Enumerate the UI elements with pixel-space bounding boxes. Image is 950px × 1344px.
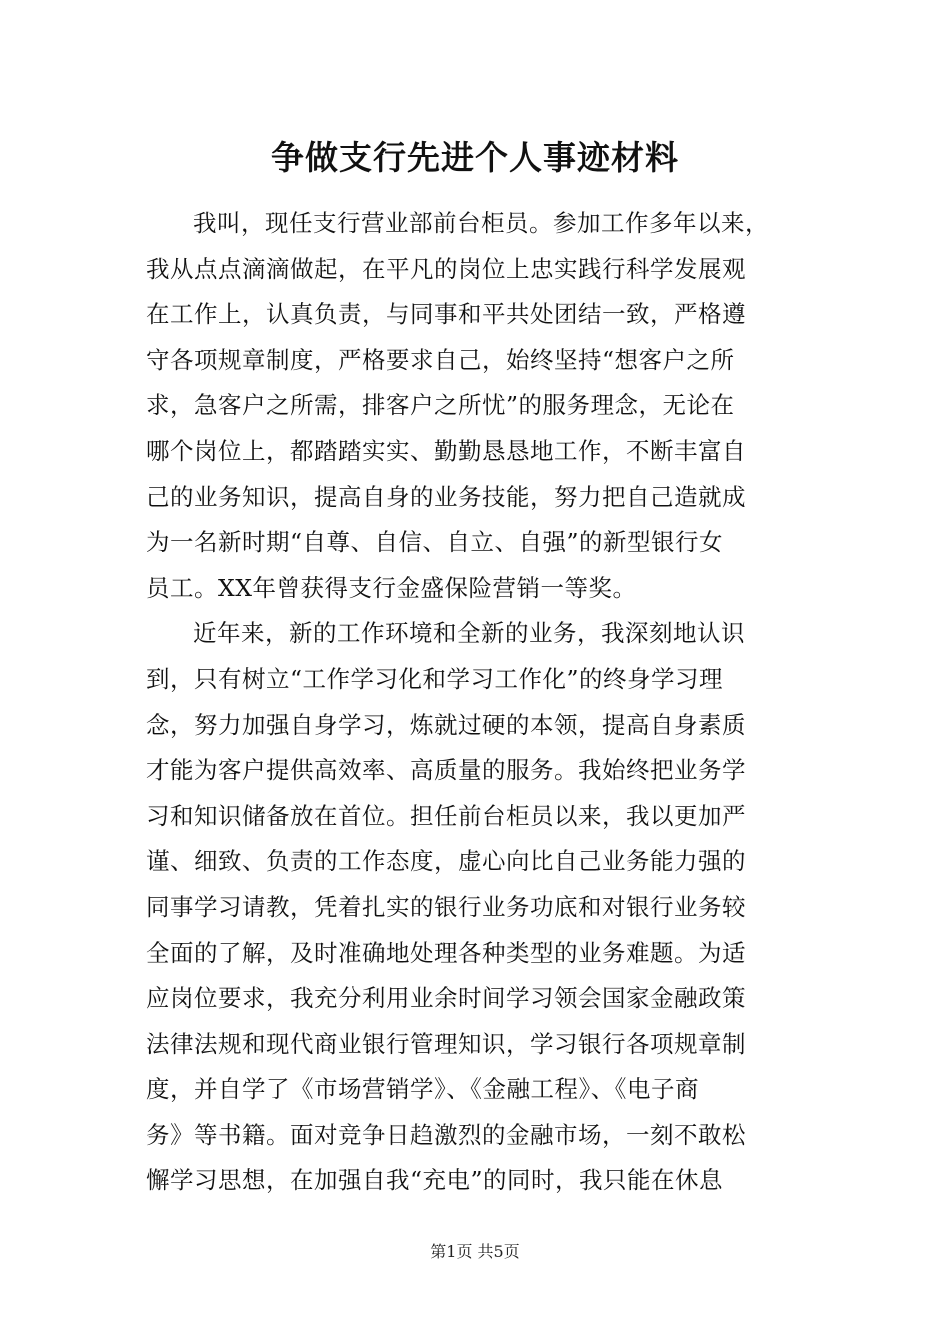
document-title: 争做支行先进个人事迹材料 bbox=[271, 138, 679, 177]
page-footer: 第1页 共5页 bbox=[430, 1242, 520, 1261]
paragraph-1-line-1: 我叫，现任支行营业部前台柜员。参加工作多年以来， bbox=[193, 209, 769, 237]
paragraph-1-line-6: 哪个岗位上，都踏踏实实、勤勤恳恳地工作，不断丰富自 bbox=[146, 436, 746, 465]
paragraph-2-line-10: 法律法规和现代商业银行管理知识，学习银行各项规章制 bbox=[146, 1029, 746, 1058]
paragraph-1-line-4: 守各项规章制度，严格要求自己，始终坚持“想客户之所 bbox=[146, 345, 735, 374]
paragraph-2-line-9: 应岗位要求，我充分利用业余时间学习领会国家金融政策 bbox=[146, 984, 746, 1013]
paragraph-2-line-6: 谨、细致、负责的工作态度，虚心向比自己业务能力强的 bbox=[146, 847, 746, 876]
paragraph-2-line-4: 才能为客户提供高效率、高质量的服务。我始终把业务学 bbox=[146, 756, 746, 785]
paragraph-1-line-9: 员工。XX年曾获得支行金盛保险营销一等奖。 bbox=[146, 573, 637, 602]
paragraph-2-line-13: 懈学习思想，在加强自我“充电”的同时，我只能在休息 bbox=[146, 1166, 724, 1195]
paragraph-1-line-3: 在工作上，认真负责，与同事和平共处团结一致，严格遵 bbox=[146, 300, 746, 329]
paragraph-2-line-7: 同事学习请教，凭着扎实的银行业务功底和对银行业务较 bbox=[146, 892, 746, 921]
paragraph-2-line-12: 务》等书籍。面对竞争日趋激烈的金融市场，一刻不敢松 bbox=[146, 1120, 746, 1149]
paragraph-2-line-2: 到，只有树立“工作学习化和学习工作化”的终身学习理 bbox=[146, 664, 724, 693]
paragraph-2-line-3: 念，努力加强自身学习，炼就过硬的本领，提高自身素质 bbox=[146, 710, 746, 739]
paragraph-1-line-5: 求，急客户之所需，排客户之所忧”的服务理念，无论在 bbox=[146, 391, 735, 420]
paragraph-2-line-8: 全面的了解，及时准确地处理各种类型的业务难题。为适 bbox=[146, 938, 746, 967]
paragraph-2-line-1: 近年来，新的工作环境和全新的业务，我深刻地认识 bbox=[193, 619, 745, 648]
paragraph-1-line-7: 己的业务知识，提高自身的业务技能，努力把自己造就成 bbox=[146, 482, 746, 511]
paragraph-2-line-11: 度，并自学了《市场营销学》、《金融工程》、《电子商 bbox=[146, 1075, 699, 1104]
paragraph-1-line-2: 我从点点滴滴做起，在平凡的岗位上忠实践行科学发展观 bbox=[146, 254, 746, 283]
paragraph-1-line-8: 为一名新时期“自尊、自信、自立、自强”的新型银行女 bbox=[146, 528, 724, 557]
paragraph-2-line-5: 习和知识储备放在首位。担任前台柜员以来，我以更加严 bbox=[146, 801, 746, 830]
document-body bbox=[146, 201, 806, 1204]
